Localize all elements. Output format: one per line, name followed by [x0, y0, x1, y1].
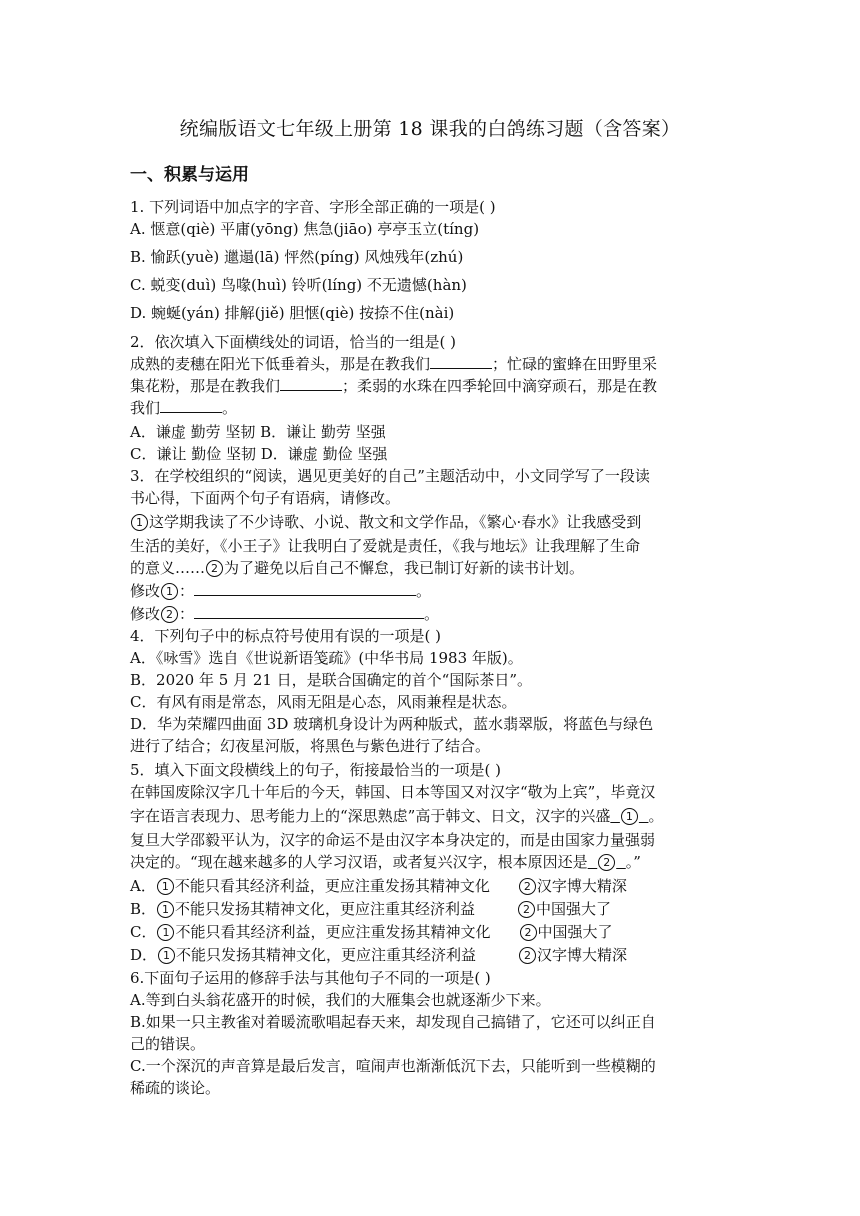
q5-passage-line3: 复旦大学邵毅平认为，汉字的命运不是由汉字本身决定的，而是由国家力量强弱 — [130, 831, 656, 849]
option-letter: C． — [130, 923, 157, 941]
q2-options-ab: A．谦虚 勤劳 坚韧 B．谦让 勤劳 坚强 — [130, 423, 386, 441]
option-text: 中国强大了 — [536, 900, 612, 918]
option-letter: D． — [130, 946, 158, 964]
q1-option-d: D. 蜿蜒(yán) 排解(jiě) 胆惬(qiè) 按捺不住(nài) — [130, 304, 455, 322]
q5-text: 决定的。“现在越来越多的人学习汉语，或者复兴汉字，根本原因还是 — [130, 853, 588, 871]
circled-number-2: 2 — [206, 560, 223, 577]
q5-option-b — [130, 898, 750, 920]
option-text: 汉字博大精深 — [537, 946, 628, 964]
blank-1 — [610, 807, 648, 825]
circled-number-2: 2 — [519, 947, 536, 964]
option-letter: A． — [130, 877, 156, 895]
q1-option-b: B. 愉跃(yuè) 邋遢(lā) 怦然(píng) 风烛残年(zhú) — [130, 248, 464, 266]
period: 。 — [648, 807, 664, 825]
colon: ： — [179, 605, 195, 623]
q6-option-c-line1: C.一个深沉的声音算是最后发言，喧闹声也渐渐低沉下去，只能听到一些模糊的 — [130, 1057, 656, 1075]
q4-option-d-line2: 进行了结合；幻夜星河版，将黑色与紫色进行了结合。 — [130, 737, 491, 755]
fix-label: 修改 — [130, 605, 161, 623]
circled-number-1: 1 — [158, 947, 175, 964]
q4-option-a: A．《咏雪》选自《世说新语笺疏》(中华书局 1983 年版)。 — [130, 649, 523, 667]
q3-fix-2 — [130, 603, 750, 625]
q2-passage-line3 — [130, 397, 750, 419]
option-text: 不能只看其经济利益，更应注重发扬其精神文化 — [174, 877, 490, 895]
answer-blank — [194, 581, 416, 596]
q5-passage-line2 — [130, 805, 750, 827]
circled-number-1: 1 — [157, 924, 174, 941]
option-text: 不能只发扬其精神文化，更应注重其经济利益 — [175, 900, 476, 918]
q1-stem: 1. 下列词语中加点字的字音、字形全部正确的一项是( ) — [130, 198, 496, 216]
q3-text: 为了避免以后自己不懈怠，我已制订好新的读书计划。 — [224, 559, 585, 577]
circled-number-2: 2 — [520, 924, 537, 941]
fill-blank — [160, 398, 222, 413]
q1-option-a: A. 惬意(qiè) 平庸(yōng) 焦急(jiāo) 亭亭玉立(tíng) — [130, 220, 480, 238]
q2-stem: 2．依次填入下面横线处的词语，恰当的一组是( ) — [130, 333, 457, 351]
q6-stem: 6.下面句子运用的修辞手法与其他句子不同的一项是( ) — [130, 969, 491, 987]
circled-number-2: 2 — [161, 606, 178, 623]
q2-passage-line2 — [130, 375, 750, 397]
q6-option-b-line2: 己的错误。 — [130, 1035, 206, 1053]
q4-stem: 4．下列句子中的标点符号使用有误的一项是( ) — [130, 627, 442, 645]
option-text: 中国强大了 — [537, 923, 613, 941]
q6-option-a: A.等到白头翁花盛开的时候，我们的大雁集会也就逐渐少下来。 — [130, 991, 551, 1009]
fill-blank — [430, 354, 492, 369]
q3-sentence-line1 — [130, 511, 750, 533]
colon: ： — [179, 582, 195, 600]
q5-passage-line4 — [130, 851, 750, 873]
blank-2 — [588, 853, 626, 871]
answer-blank — [194, 604, 424, 619]
q3-sentence-line2: 生活的美好，《小王子》让我明白了爱就是责任，《我与地坛》让我理解了生命 — [130, 537, 641, 555]
circled-number-1: 1 — [161, 583, 178, 600]
q2-text: 成熟的麦穗在阳光下低垂着头，那是在教我们 — [130, 355, 431, 373]
q5-option-a — [130, 875, 750, 897]
q3-sentence-line3 — [130, 557, 750, 579]
q1-option-c: C. 蜕变(duì) 鸟喙(huì) 铃听(líng) 不无遗憾(hàn) — [130, 276, 467, 294]
q3-text: 这学期我读了不少诗歌、小说、散文和文学作品，《繁心·春水》让我感受到 — [149, 513, 642, 531]
circled-number-1: 1 — [157, 901, 174, 918]
period: 。 — [416, 582, 432, 600]
q4-option-b: B．2020 年 5 月 21 日，是联合国确定的首个“国际茶日”。 — [130, 671, 533, 689]
q2-text: ；柔弱的水珠在四季轮回中滴穿顽石，那是在教 — [342, 377, 658, 395]
q6-option-b-line1: B.如果一只主教雀对着暖流歌唱起春天来，却发现自己搞错了，它还可以纠正自 — [130, 1013, 656, 1031]
q5-text: 。” — [625, 853, 641, 871]
q5-stem: 5．填入下面文段横线上的句子，衔接最恰当的一项是( ) — [130, 761, 502, 779]
option-letter: B． — [130, 900, 157, 918]
circled-number-1: 1 — [157, 878, 174, 895]
q5-passage-line1: 在韩国废除汉字几十年后的今天，韩国、日本等国又对汉字“敬为上宾”，毕竟汉 — [130, 783, 656, 801]
q2-options-cd: C．谦让 勤俭 坚韧 D．谦虚 勤俭 坚强 — [130, 445, 388, 463]
q5-option-d — [130, 944, 750, 966]
fix-label: 修改 — [130, 582, 161, 600]
option-text: 不能只发扬其精神文化，更应注重其经济利益 — [176, 946, 477, 964]
q4-option-c: C．有风有雨是常态，风雨无阻是心态，风雨兼程是状态。 — [130, 693, 517, 711]
q3-stem-line1: 3．在学校组织的“阅读，遇见更美好的自己”主题活动中，小文同学写了一段读 — [130, 467, 650, 485]
q2-text: ；忙碌的蜜蜂在田野里采 — [492, 355, 658, 373]
q3-text: 的意义…… — [130, 559, 206, 577]
q3-stem-line2: 书心得，下面两个句子有语病，请修改。 — [130, 489, 401, 507]
q4-option-d-line1: D．华为荣耀四曲面 3D 玻璃机身设计为两种版式，蓝水翡翠版，将蓝色与绿色 — [130, 715, 654, 733]
document-title: 统编版语文七年级上册第 18 课我的白鸽练习题（含答案） — [179, 118, 681, 140]
circled-number-1: 1 — [131, 514, 148, 531]
q5-option-c — [130, 921, 750, 943]
q3-fix-1 — [130, 580, 750, 602]
circled-number-2: 2 — [598, 854, 615, 871]
circled-number-1: 1 — [621, 808, 638, 825]
q2-passage-line1 — [130, 353, 750, 375]
q2-text: 我们 — [130, 399, 161, 417]
section-heading: 一、积累与运用 — [130, 165, 249, 185]
circled-number-2: 2 — [519, 878, 536, 895]
period: 。 — [424, 605, 440, 623]
q2-text: 。 — [222, 399, 238, 417]
option-text: 汉字博大精深 — [536, 877, 627, 895]
fill-blank — [280, 376, 342, 391]
q5-text: 字在语言表现力、思考能力上的“深思熟虑”高于韩文、日文，汉字的兴盛 — [130, 807, 611, 825]
option-text: 不能只看其经济利益，更应注重发扬其精神文化 — [175, 923, 491, 941]
q2-text: 集花粉，那是在教我们 — [130, 377, 281, 395]
circled-number-2: 2 — [518, 901, 535, 918]
q6-option-c-line2: 稀疏的谈论。 — [130, 1079, 221, 1097]
